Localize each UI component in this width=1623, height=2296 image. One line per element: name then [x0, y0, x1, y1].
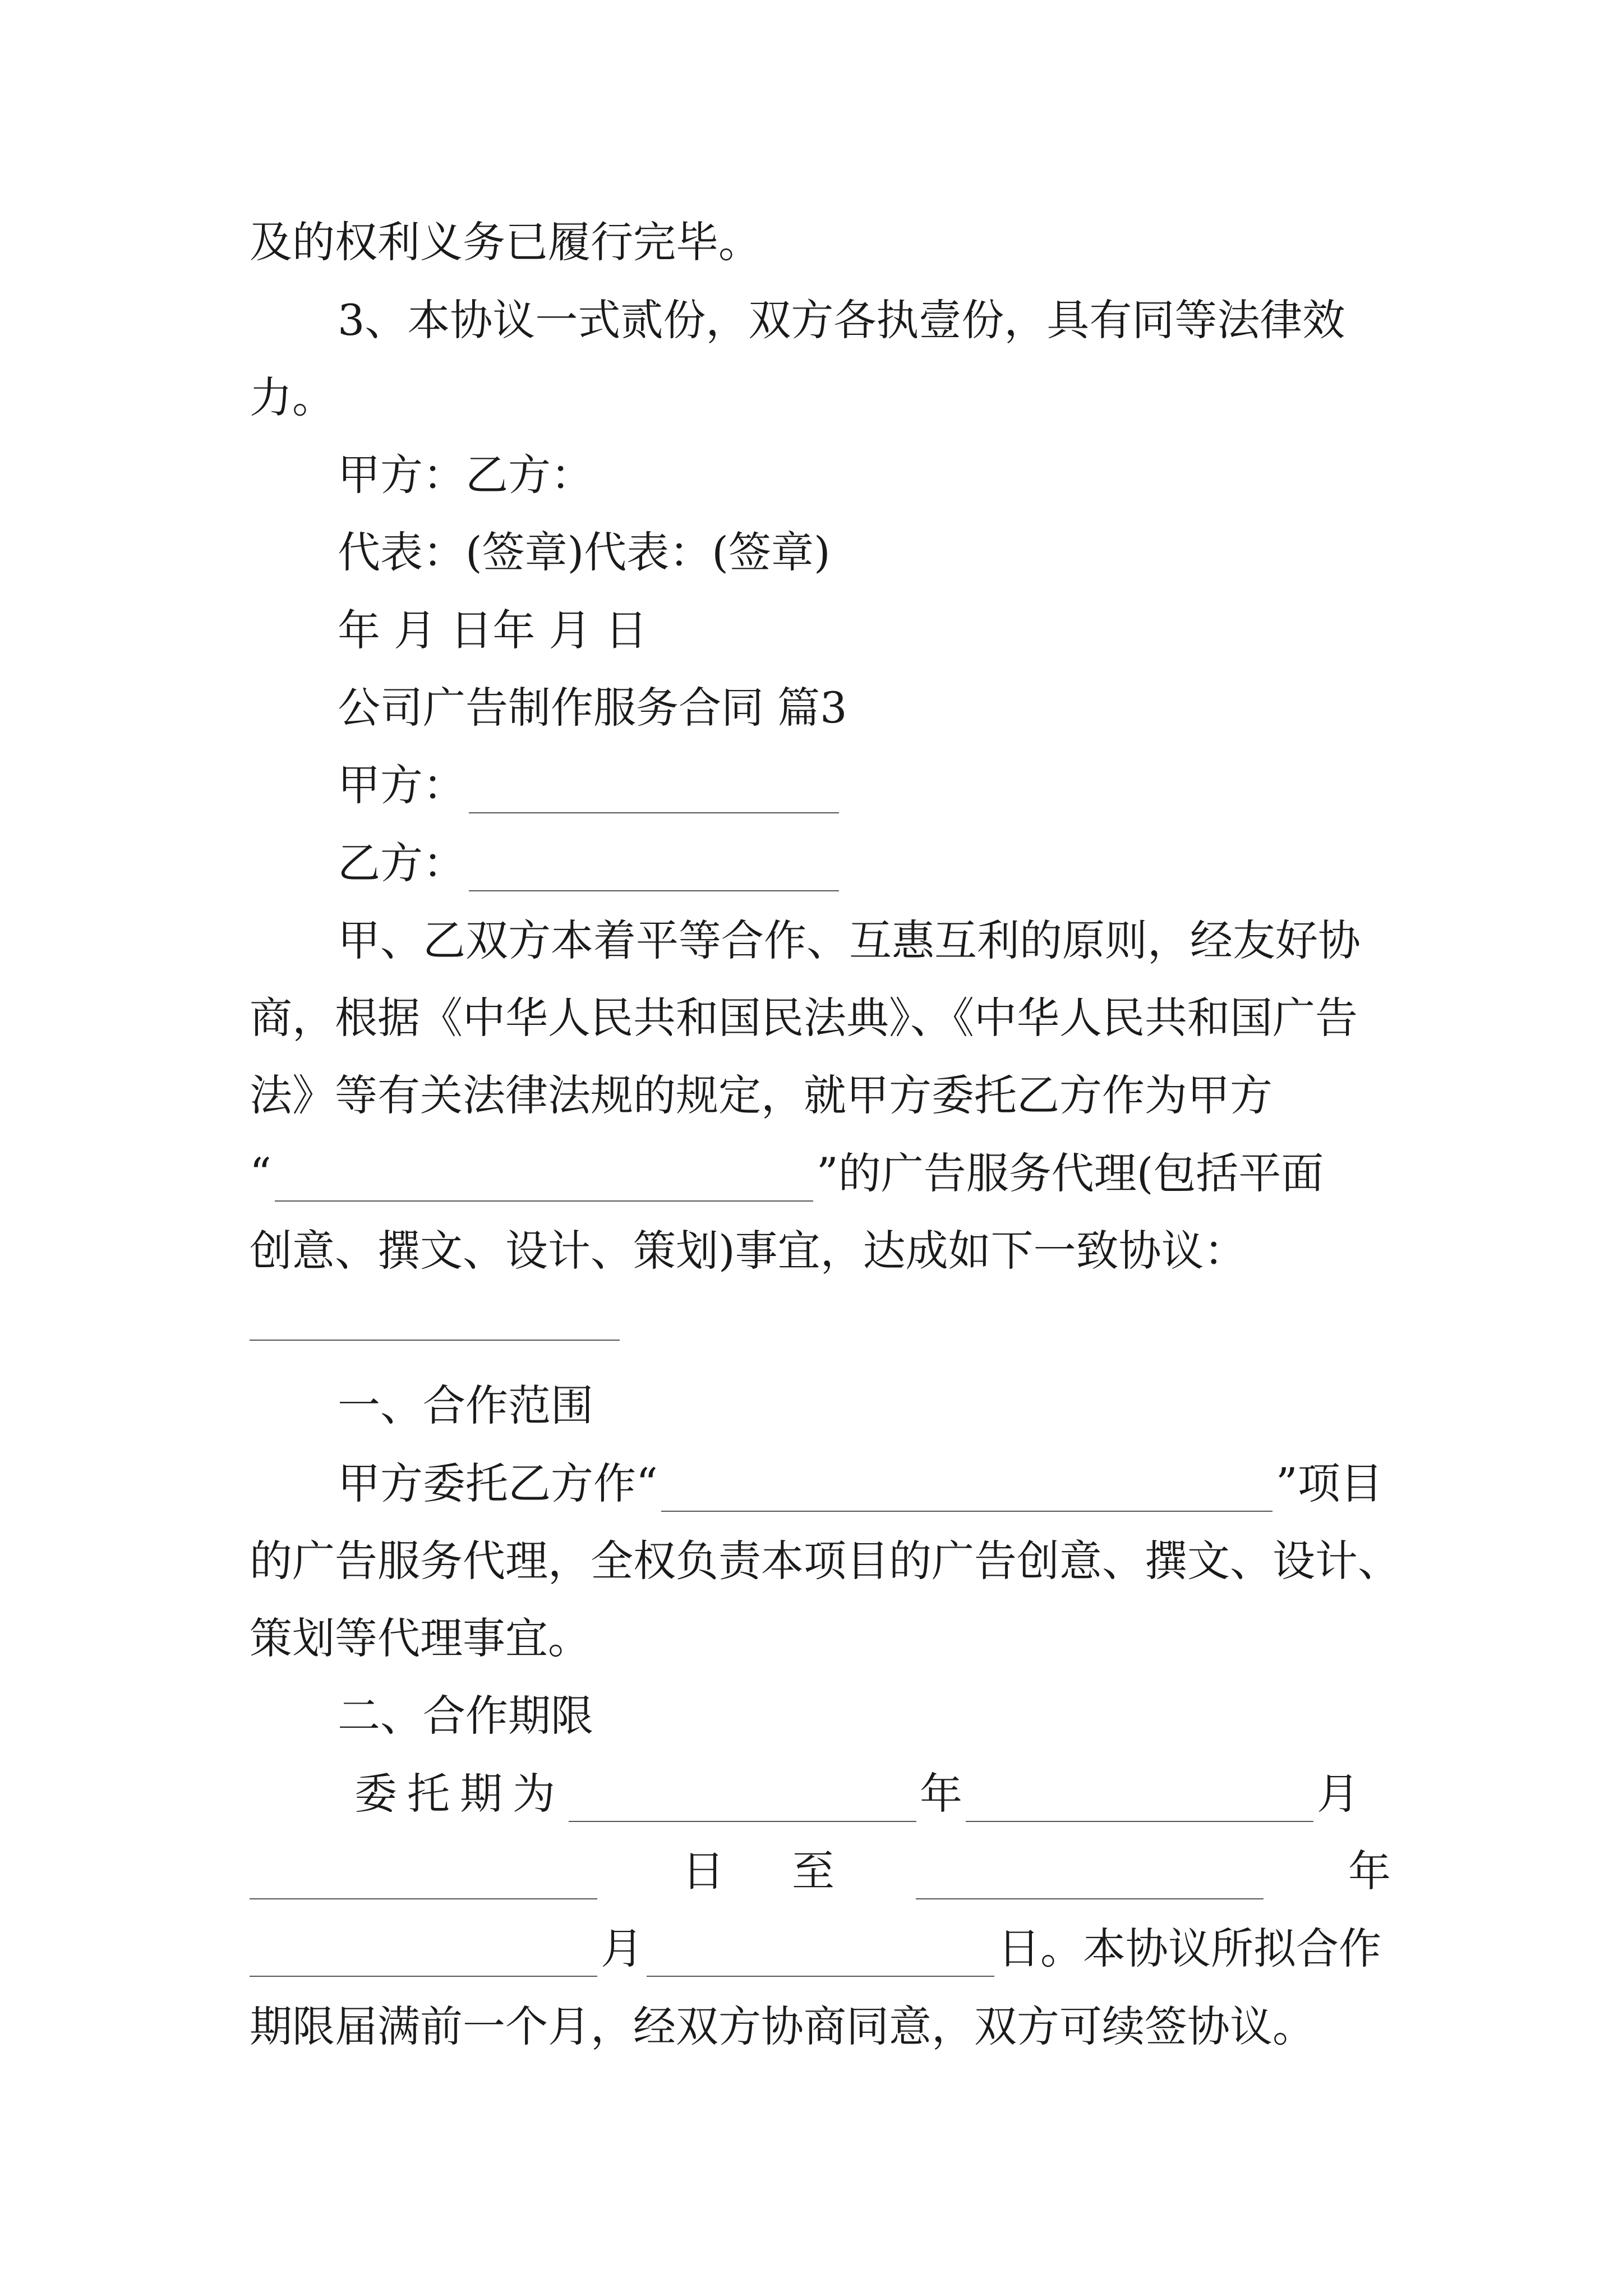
start-day-blank	[250, 1859, 597, 1899]
paragraph-text: 日	[682, 1846, 725, 1896]
paragraph-line	[338, 1456, 1383, 1512]
paragraph-line	[354, 1766, 1359, 1822]
party-b-line	[338, 835, 842, 891]
paragraph-line: 力。	[250, 372, 335, 422]
paragraph-line: 甲、乙双方本着平等合作、互惠互利的原则，经友好协	[338, 915, 1361, 965]
paragraph-line: 法》等有关法律法规的规定，就甲方委托乙方作为甲方	[250, 1070, 1272, 1120]
start-month-blank	[966, 1782, 1313, 1822]
paragraph-text: 至	[792, 1846, 834, 1896]
paragraph-line: 的广告服务代理，全权负责本项目的广告创意、撰文、设计、	[250, 1536, 1400, 1586]
paragraph-text: 年	[920, 1769, 962, 1819]
quote-open: “	[250, 1148, 271, 1198]
paragraph-text: ”的广告服务代理(包括平面	[816, 1148, 1324, 1198]
end-year-blank	[916, 1859, 1264, 1899]
start-year-blank	[569, 1782, 916, 1822]
paragraph-line: 3、本协议一式贰份，双方各执壹份，具有同等法律效	[338, 295, 1345, 345]
signature-parties: 甲方：乙方：	[338, 450, 593, 500]
end-day-blank	[647, 1936, 994, 1977]
section-heading: 二、合作期限	[338, 1691, 593, 1741]
paragraph-line: 商，根据《中华人民共和国民法典》、《中华人民共和国广告	[250, 993, 1358, 1043]
paragraph-line: 策划等代理事宜。	[250, 1613, 591, 1663]
project-name-blank	[661, 1471, 1272, 1512]
party-b-label: 乙方：	[338, 838, 465, 888]
paragraph-text: 月	[1317, 1769, 1359, 1819]
signature-representatives: 代表：(签章)代表：(签章)	[338, 527, 831, 577]
paragraph-text: 月	[601, 1924, 643, 1973]
paragraph-text: 日。本协议所拟合作	[998, 1924, 1381, 1973]
party-a-line	[338, 757, 842, 813]
end-month-blank	[250, 1936, 597, 1977]
paragraph-text: ”项目	[1275, 1458, 1383, 1508]
paragraph-text: 甲方委托乙方作“	[338, 1458, 658, 1508]
blank-underline	[250, 1340, 620, 1341]
paragraph-line	[250, 1843, 1391, 1899]
paragraph-line	[250, 1145, 1324, 1202]
paragraph-text: 委托期为	[354, 1769, 565, 1819]
paragraph-line: 期限届满前一个月，经双方协商同意，双方可续签协议。	[250, 2001, 1315, 2051]
agency-item-blank	[275, 1161, 813, 1202]
signature-dates: 年 月 日年 月 日	[338, 605, 648, 655]
paragraph-text: 年	[1348, 1846, 1391, 1896]
paragraph-line	[250, 1921, 1381, 1977]
paragraph-line: 及的权利义务已履行完毕。	[250, 217, 761, 267]
party-a-label: 甲方：	[338, 760, 465, 810]
party-a-blank	[469, 773, 839, 813]
section-title: 公司广告制作服务合同 篇3	[338, 683, 847, 733]
paragraph-line: 创意、撰文、设计、策划)事宜，达成如下一致协议：	[250, 1226, 1247, 1276]
section-heading: 一、合作范围	[338, 1381, 593, 1430]
party-b-blank	[469, 851, 839, 891]
